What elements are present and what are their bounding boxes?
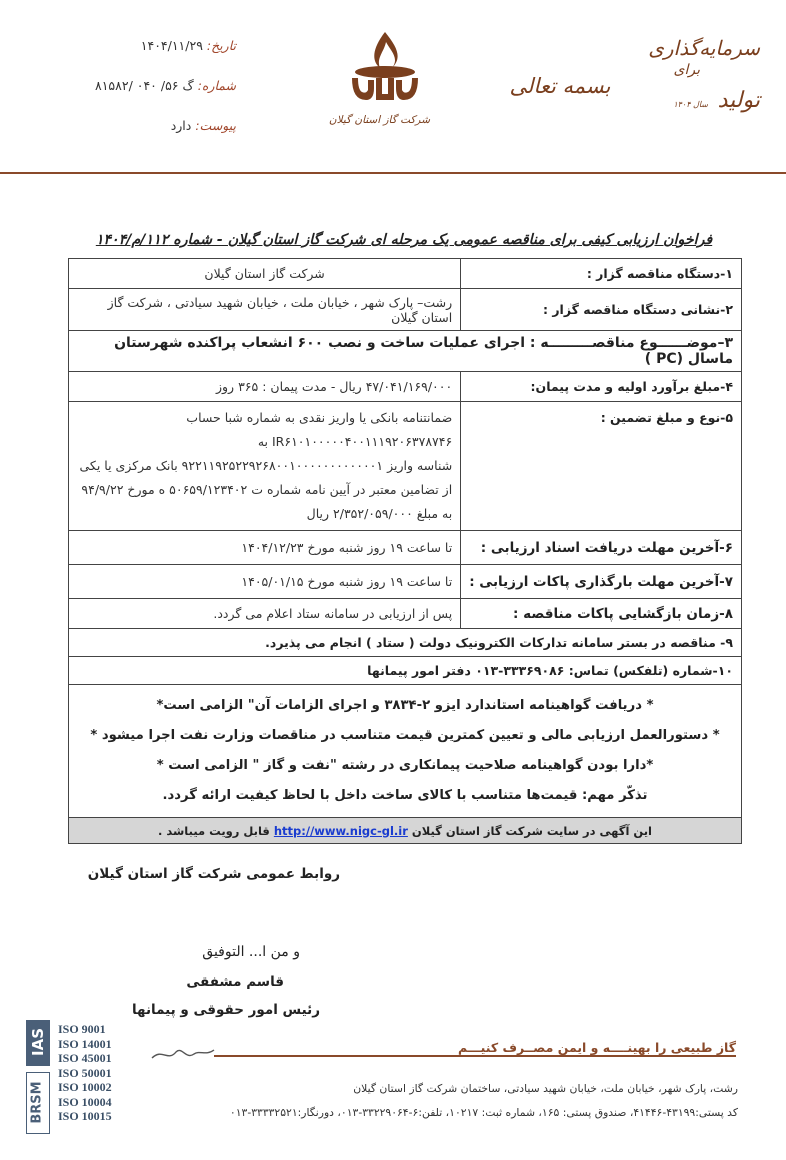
slogan-year: سال ۱۴۰۴: [673, 100, 708, 109]
table-row: [69, 402, 742, 531]
table-row: [69, 657, 742, 685]
footer-divider: [214, 1055, 736, 1057]
date-line: [36, 38, 236, 53]
row-full: ۹- مناقصه در بستر سامانه تدارکات الکترونیک دولت ( ستاد ) انجام می پذیرد.: [69, 629, 742, 657]
table-row: [69, 372, 742, 402]
row-value: پس از ارزیابی در سامانه ستاد اعلام می گردد.: [69, 599, 461, 629]
brsm-text: BRSM: [29, 1081, 45, 1124]
row-label: ۲-نشانی دستگاه مناقصه گزار :: [461, 289, 742, 331]
date-value: ۱۴۰۴/۱۱/۲۹: [140, 38, 203, 53]
row-value: ۴۷/۰۴۱/۱۶۹/۰۰۰ ریال - مدت پیمان : ۳۶۵ روز: [69, 372, 461, 402]
iso-list: [58, 1022, 112, 1124]
attachment-value: دارد: [170, 118, 192, 133]
tender-table: [68, 258, 742, 844]
date-label: تاریخ:: [206, 38, 236, 53]
table-row: [69, 289, 742, 331]
iso-item: ISO 10004: [58, 1094, 112, 1109]
row-value: تا ساعت ۱۹ روز شنبه مورخ ۱۴۰۴/۱۲/۲۳: [69, 531, 461, 565]
iso-item: ISO 50001: [58, 1065, 112, 1080]
footer-slogan: گاز طبیعی را بهینــــه و ایمن مصــرف کنیـــم: [458, 1040, 736, 1055]
footer-contacts: کد پستی:۴۳۱۹۹-۴۱۴۴۶، صندوق پستی: ۱۶۵، شماره ثبت: ۱۰۲۱۷، تلفن:۶-۳۳۲۲۹۰۶۴-۰۱۳، دورنگار:۳۳۳۳۲۵۲۱-۰۱۳: [229, 1106, 738, 1119]
iso-item: ISO 9001: [58, 1022, 106, 1036]
iso-item: ISO 14001: [58, 1036, 112, 1051]
note-item: *دارا بودن گواهینامه صلاحیت پیمانکاری در رشته "نفت و گاز " الزامی است *: [156, 758, 654, 773]
row-label: ۴-مبلغ برآورد اولیه و مدت پیمان:: [461, 372, 742, 402]
table-row: [69, 331, 742, 372]
notice-row: [69, 818, 742, 844]
notes-row: [69, 685, 742, 818]
row-label: ۶-آخرین مهلت دریافت اسناد ارزیابی :: [461, 531, 742, 565]
table-row: [69, 259, 742, 289]
row-value: تا ساعت ۱۹ روز شنبه مورخ ۱۴۰۵/۰۱/۱۵: [69, 565, 461, 599]
iso-item: ISO 45001: [58, 1051, 112, 1065]
guarantee-line: ضمانتنامه بانکی یا واریز نقدی به شماره شبا حساب IR۶۱۰۱۰۰۰۰۰۴۰۰۱۱۱۹۲۰۶۳۷۸۷۴۶ به: [186, 410, 453, 449]
header-divider: [0, 172, 786, 174]
row-value: رشت– پارک شهر ، خیابان ملت ، خیابان شهید سیادتی ، شرکت گاز استان گیلان: [69, 289, 461, 331]
note-item: * دریافت گواهینامه استاندارد ایزو ۲-۳۸۳۴ و اجرای الزامات آن" الزامی است*: [156, 698, 654, 713]
footer-address: رشت، پارک شهر، خیابان ملت، خیابان شهید سیادتی، ساختمان شرکت گاز استان گیلان: [353, 1082, 738, 1095]
iso-item: ISO 10015: [58, 1109, 112, 1123]
closing-phrase: و من ا... التوفیق: [202, 944, 300, 960]
number-label: شماره:: [197, 78, 236, 93]
table-row: [69, 565, 742, 599]
company-logo: [328, 28, 430, 138]
guarantee-line: شناسه واریز ۹۲۲۱۱۹۲۵۲۲۹۲۶۸۰۰۱۰۰۰۰۰۰۰۰۰۰۰۰۱ بانک مرکزی یا یکی: [79, 458, 453, 473]
attachment-label: پیوست:: [195, 118, 236, 133]
number-value: گ ۵۶/ ۰۴۰ /۸۱۵۸۲: [94, 78, 194, 93]
slogan-line2: تولید: [717, 88, 760, 113]
iso-item: ISO 10002: [58, 1080, 112, 1094]
row-full: ۱۰-شماره (تلفکس) تماس: ۳۳۳۶۹۰۸۶-۰۱۳ دفتر امور پیمانها: [69, 657, 742, 685]
company-logo-text: شرکت گاز استان گیلان: [328, 114, 430, 126]
gas-flame-logo-icon: [340, 28, 430, 108]
signer-name: قاسم مشفقی: [186, 974, 284, 990]
row-label: ۵-نوع و مبلغ تضمین :: [461, 402, 742, 531]
document-title: فراخوان ارزیابی کیفی برای مناقصه عمومی یک مرحله ای شرکت گاز استان گیلان - شماره ۱۱۲/م/۱۴۰۴: [95, 232, 713, 248]
website-link[interactable]: http://www.nigc-gl.ir: [273, 823, 408, 838]
bismillah: بسمه تعالی: [509, 74, 611, 98]
ias-badge: [26, 1020, 50, 1066]
public-relations: روابط عمومی شرکت گاز استان گیلان: [87, 866, 340, 882]
table-row: [69, 531, 742, 565]
notice-suffix: قابل رویت میباشد .: [157, 823, 270, 838]
guarantee-line: از تضامین معتبر در آیین نامه شماره ت ۵۰۶۵۹/۱۲۳۴۰۲ ه مورخ ۹۴/۹/۲۲: [81, 482, 453, 497]
row-value: شرکت گاز استان گیلان: [69, 259, 461, 289]
note-item: * دستورالعمل ارزیابی مالی و تعیین کمترین قیمت متناسب در مناقصات وزارت نفت اجرا میشود *: [90, 728, 720, 743]
guarantee-line: به مبلغ ۲/۳۵۲/۰۵۹/۰۰۰ ریال: [306, 506, 453, 521]
slogan-line3: برای: [673, 62, 700, 78]
row-full: ۳–موضــــــوع مناقصـــــــــه : اجرای عملیات ساخت و نصب ۶۰۰ انشعاب پراکنده شهرستان ماسال (PC ): [69, 331, 742, 372]
slogan-line1: سرمایه‌گذاری: [648, 36, 760, 60]
ias-text: IAS: [29, 1028, 47, 1056]
number-line: [36, 78, 236, 93]
note-item: تذکّر مهم: قیمت‌ها متناسب با کالای ساخت داخل با لحاظ کیفیت ارائه گردد.: [162, 788, 648, 803]
table-row: [69, 599, 742, 629]
brsm-badge: [26, 1072, 50, 1134]
row-label: ۱-دستگاه مناقصه گزار :: [461, 259, 742, 289]
year-slogan: [640, 36, 760, 126]
attachment-line: [36, 118, 236, 133]
row-label: ۷-آخرین مهلت بارگذاری پاکات ارزیابی :: [461, 565, 742, 599]
notice-prefix: این آگهی در سایت شرکت گاز استان گیلان: [411, 823, 652, 838]
signature-icon: [148, 1040, 218, 1068]
row-label: ۸-زمان بازگشایی پاکات مناقصه :: [461, 599, 742, 629]
table-row: [69, 629, 742, 657]
signer-title: رئیس امور حقوقی و پیمانها: [131, 1002, 320, 1018]
